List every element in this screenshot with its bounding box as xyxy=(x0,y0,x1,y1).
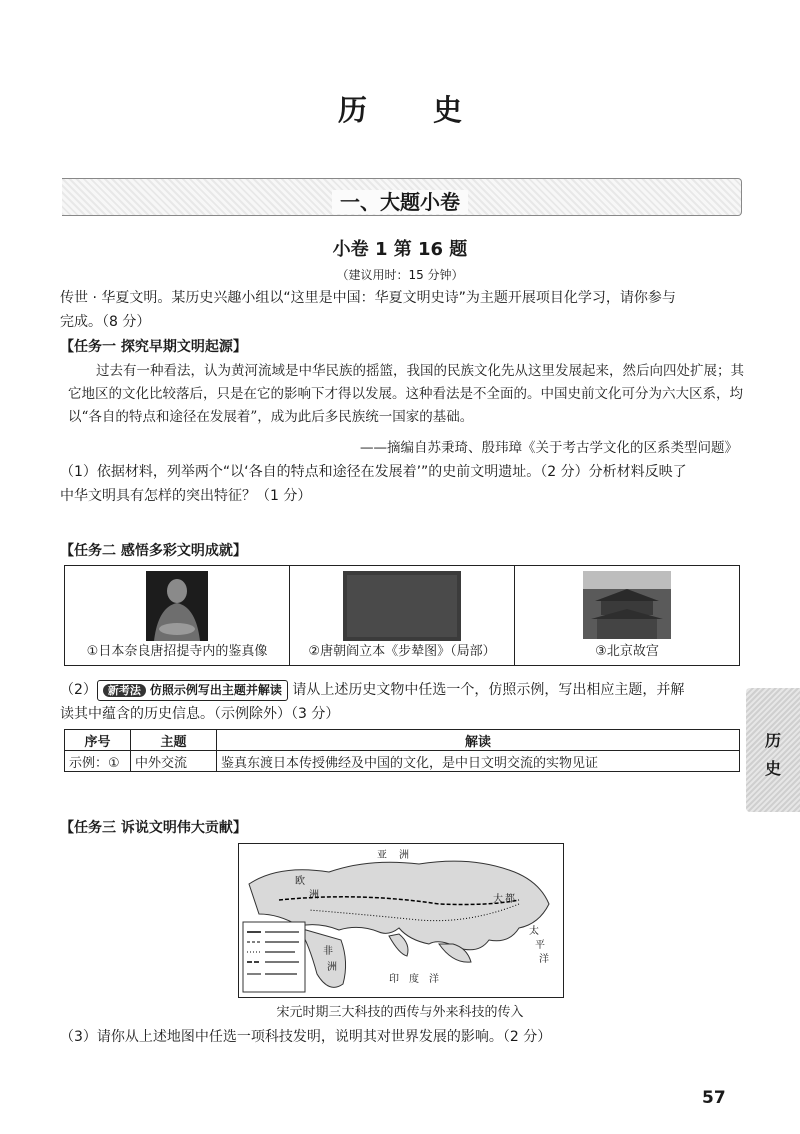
map-label-pacific-2: 平 xyxy=(535,940,545,951)
task2-question-rest: 请从上述历史文物中任选一个，仿照示例，写出相应主题，并解 xyxy=(292,682,685,698)
jianzhen-statue-image xyxy=(146,571,208,641)
task1-heading: 【任务一 探究早期文明起源】 xyxy=(60,339,247,355)
subject-side-tab xyxy=(746,688,800,812)
time-hint: （建议用时：15 分钟） xyxy=(336,268,464,282)
section-banner-label: 一、大题小卷 xyxy=(332,190,468,214)
map-label-pacific-1: 太 xyxy=(529,926,539,937)
new-method-text: 仿照示例写出主题并解读 xyxy=(149,682,282,697)
artifact-cell-1 xyxy=(65,566,290,665)
forbidden-city-image xyxy=(583,571,671,639)
artifact-cell-3 xyxy=(515,566,739,665)
map-label-indian-ocean-2: 度 xyxy=(409,974,419,985)
bunian-painting-image xyxy=(343,571,461,641)
task2-question-line-2: 读其中蕴含的历史信息。（示例除外）（3 分） xyxy=(60,706,340,722)
task2-question-prefix: （2） xyxy=(60,682,97,698)
quiz-subtitle: 小卷 1 第 16 题 xyxy=(332,239,468,260)
map-label-indian-ocean-1: 印 xyxy=(389,974,399,985)
task3-question: （3）请你从上述地图中任选一项科技发明，说明其对世界发展的影响。（2 分） xyxy=(60,1029,552,1045)
task2-question-line-1 xyxy=(60,678,684,702)
task3-heading: 【任务三 诉说文明伟大贡献】 xyxy=(60,820,247,836)
task1-question-line-1: （1）依据材料，列举两个“以‘各自的特点和途径在发展着’”的史前文明遗址。（2 分）分析材料反映了 xyxy=(60,464,687,480)
new-method-tag: 新考法 xyxy=(103,684,146,697)
cell-theme: 中外交流 xyxy=(131,751,217,772)
artifact-gallery xyxy=(64,565,740,666)
col-header-theme: 主题 xyxy=(131,730,217,751)
side-tab-char-2: 史 xyxy=(764,759,781,778)
map-label-europe-2: 洲 xyxy=(309,890,319,901)
table-row xyxy=(65,751,740,772)
world-map-image xyxy=(239,844,563,997)
intro-line-1: 传世 · 华夏文明。某历史兴趣小组以“这里是中国：华夏文明史诗”为主题开展项目化学习，请你参与 xyxy=(60,290,676,306)
subject-title: 历 史 xyxy=(337,93,491,127)
artifact-cell-2 xyxy=(290,566,515,665)
section-banner xyxy=(0,186,800,215)
artifact-caption-1: ①日本奈良唐招提寺内的鉴真像 xyxy=(86,644,268,659)
table-header-row xyxy=(65,730,740,751)
tech-spread-map xyxy=(238,843,564,998)
map-label-dadu-1: 大 xyxy=(493,894,503,905)
map-label-europe-1: 欧 xyxy=(295,876,305,887)
map-label-asia-1: 亚 xyxy=(377,850,387,861)
task1-material: 过去有一种看法，认为黄河流域是中华民族的摇篮，我国的民族文化先从这里发展起来，然后向四处扩展；其它地区的文化比较落后，只是在它的影响下才得以发展。这种看法是不全面的。中国史前文化可分为六大区系，均以“各自的特点和途径在发展着”，成为此后多民族统一国家的基础。 xyxy=(68,363,744,425)
side-tab-char-1: 历 xyxy=(764,731,781,750)
map-label-asia-2: 洲 xyxy=(399,850,409,861)
new-method-badge xyxy=(97,680,288,701)
answer-table xyxy=(64,729,740,772)
page-number: 57 xyxy=(702,1088,726,1108)
map-caption: 宋元时期三大科技的西传与外来科技的传入 xyxy=(276,1005,524,1020)
cell-index: 示例：① xyxy=(65,751,131,772)
artifact-caption-3: ③北京故宫 xyxy=(595,644,659,659)
task2-heading: 【任务二 感悟多彩文明成就】 xyxy=(60,543,247,559)
col-header-index: 序号 xyxy=(65,730,131,751)
task1-question-line-2: 中华文明具有怎样的突出特征？（1 分） xyxy=(60,488,312,504)
map-label-indian-ocean-3: 洋 xyxy=(429,974,439,985)
artifact-caption-2: ②唐朝阎立本《步辇图》（局部） xyxy=(308,644,496,659)
cell-interpretation: 鉴真东渡日本传授佛经及中国的文化，是中日文明交流的实物见证 xyxy=(217,751,740,772)
task1-source: ——摘编自苏秉琦、殷玮璋《关于考古学文化的区系类型问题》 xyxy=(360,440,738,456)
intro-line-2: 完成。（8 分） xyxy=(60,314,151,330)
map-label-africa-2: 洲 xyxy=(327,962,337,973)
map-label-pacific-3: 洋 xyxy=(539,954,549,965)
map-label-africa-1: 非 xyxy=(323,946,333,957)
map-label-dadu-2: 都 xyxy=(505,894,515,905)
col-header-interpretation: 解读 xyxy=(217,730,740,751)
